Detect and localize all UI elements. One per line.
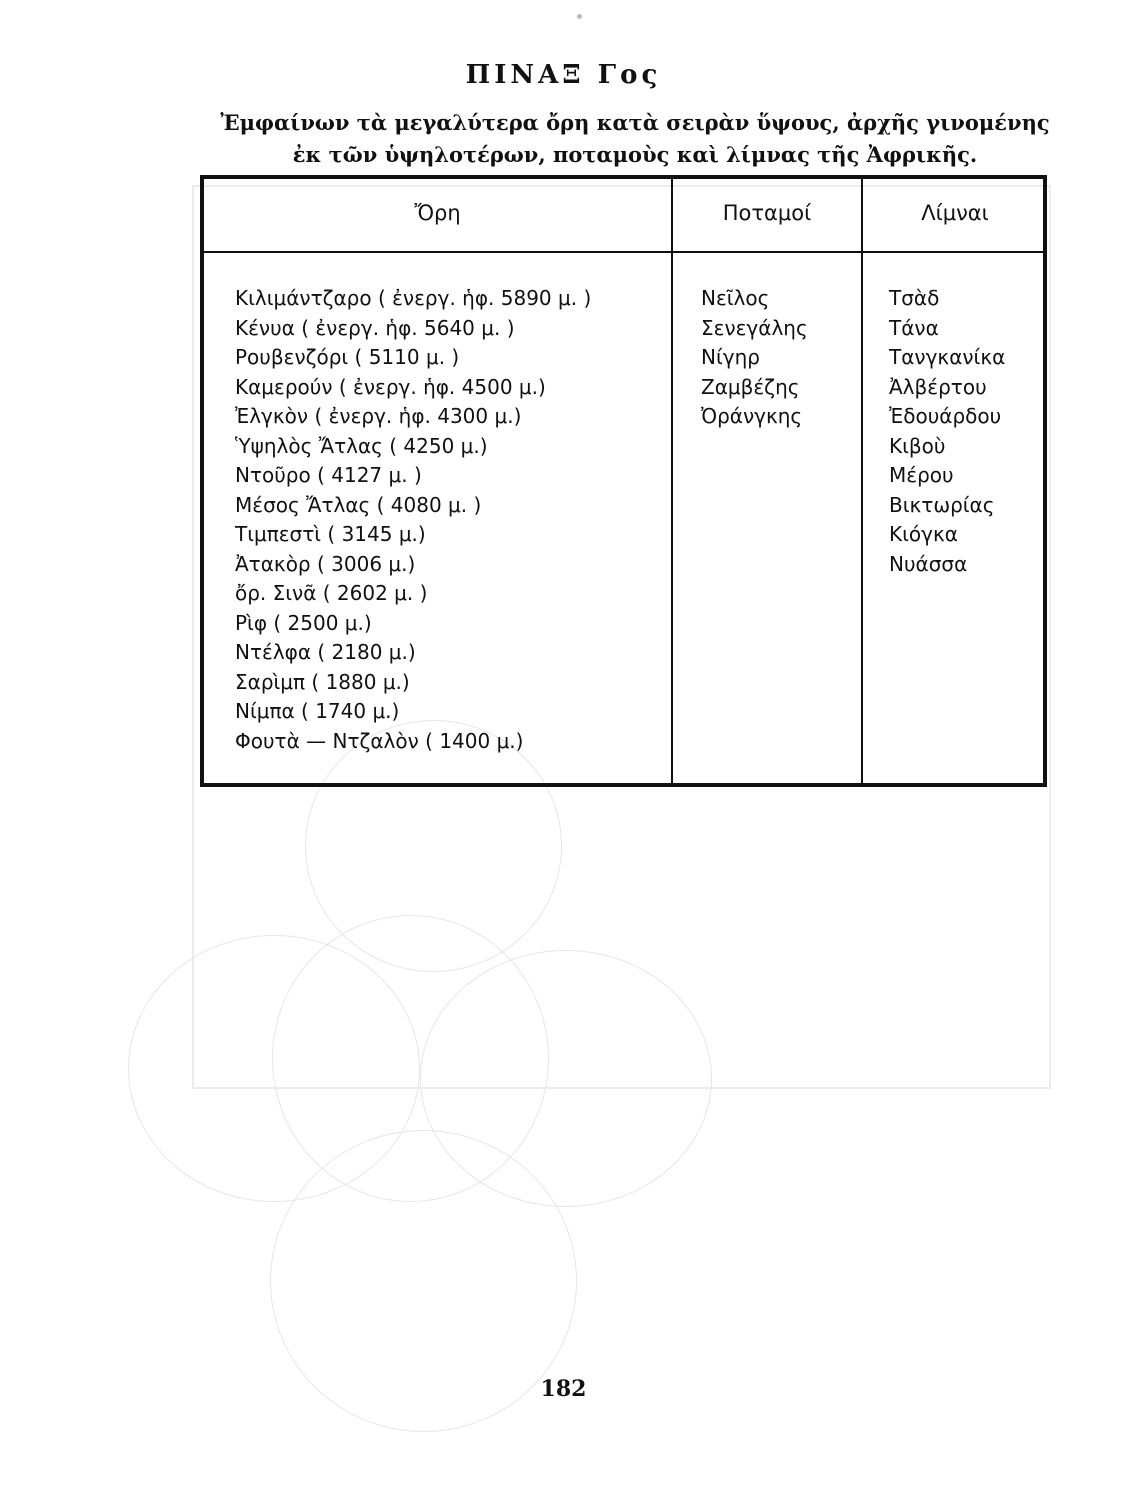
- table-caption: Ἐμφαίνων τὰ μεγαλύτερα ὄρη κατὰ σειρὰν ὕψους, ἀρχῆς γινομένης ἐκ τῶν ὑψηλοτέρων, ποταμοὺς καὶ λίμνας τῆς Ἀφρικῆς.: [220, 110, 1050, 167]
- lake-entry: Μέρου: [889, 463, 954, 487]
- lake-entry: Νυάσσα: [889, 551, 968, 576]
- mountain-entry: Ντοῦρο ( 4127 μ. ): [235, 463, 422, 487]
- column-divider: [671, 179, 673, 783]
- mountains-column: [235, 284, 591, 756]
- lake-entry: Ἀλβέρτου: [889, 374, 987, 399]
- river-entry: Σενεγάλης: [701, 315, 808, 340]
- lake-entry: Τανγκανίκα: [889, 345, 1006, 369]
- mountain-entry: ὄρ. Σινᾶ ( 2602 μ. ): [235, 581, 428, 605]
- lake-entry: Τάνα: [889, 315, 939, 340]
- river-entry: Ζαμβέζης: [701, 374, 800, 399]
- rivers-column: [701, 284, 808, 432]
- mountain-entry: Κιλιμάντζαρο ( ἐνεργ. ἡφ. 5890 μ. ): [235, 286, 592, 310]
- table-title: ΠΙΝΑΞ Γος: [465, 60, 662, 90]
- mountain-entry: Ἐλγκὸν ( ἐνεργ. ἡφ. 4300 μ.): [235, 404, 522, 428]
- lake-entry: Τσὰδ: [889, 286, 940, 310]
- river-entry: Νεῖλος: [701, 286, 770, 310]
- data-table: [200, 175, 1047, 787]
- print-speck: [577, 14, 582, 19]
- mountain-entry: Κένυα ( ἐνεργ. ἡφ. 5640 μ. ): [235, 315, 515, 340]
- mountain-entry: Ρὶφ ( 2500 μ.): [235, 610, 372, 635]
- mountain-entry: Φουτὰ — Ντζαλὸν ( 1400 μ.): [235, 728, 524, 753]
- mountain-entry: Ἀτακὸρ ( 3006 μ.): [235, 551, 416, 576]
- header-divider: [204, 251, 1043, 253]
- river-entry: Νίγηρ: [701, 345, 760, 369]
- lake-entry: Κιόγκα: [889, 522, 958, 546]
- mountain-entry: Μέσος Ἄτλας ( 4080 μ. ): [235, 492, 482, 517]
- mountain-entry: Ρουβενζόρι ( 5110 μ. ): [235, 345, 460, 369]
- mountain-entry: Νίμπα ( 1740 μ.): [235, 699, 400, 723]
- mountain-entry: Ὑψηλὸς Ἄτλας ( 4250 μ.): [235, 433, 488, 458]
- river-entry: Ὀράνγκης: [701, 404, 803, 428]
- mountain-entry: Τιμπεστὶ ( 3145 μ.): [235, 522, 426, 546]
- mountain-entry: Σαρὶμπ ( 1880 μ.): [235, 669, 410, 694]
- lake-entry: Κιβοὺ: [889, 433, 946, 458]
- column-divider: [861, 179, 863, 783]
- mountain-entry: Καμερούν ( ἐνεργ. ἡφ. 4500 μ.): [235, 374, 546, 399]
- page-number: 182: [540, 1376, 587, 1402]
- header-mountains: Ὄρη: [414, 201, 461, 225]
- mountain-entry: Ντέλφα ( 2180 μ.): [235, 640, 416, 664]
- header-rivers: Ποταμοί: [722, 201, 812, 225]
- lake-entry: Ἐδουάρδου: [889, 404, 1002, 428]
- lakes-column: [889, 284, 1005, 579]
- header-lakes: Λίμναι: [921, 201, 989, 225]
- lake-entry: Βικτωρίας: [889, 492, 995, 517]
